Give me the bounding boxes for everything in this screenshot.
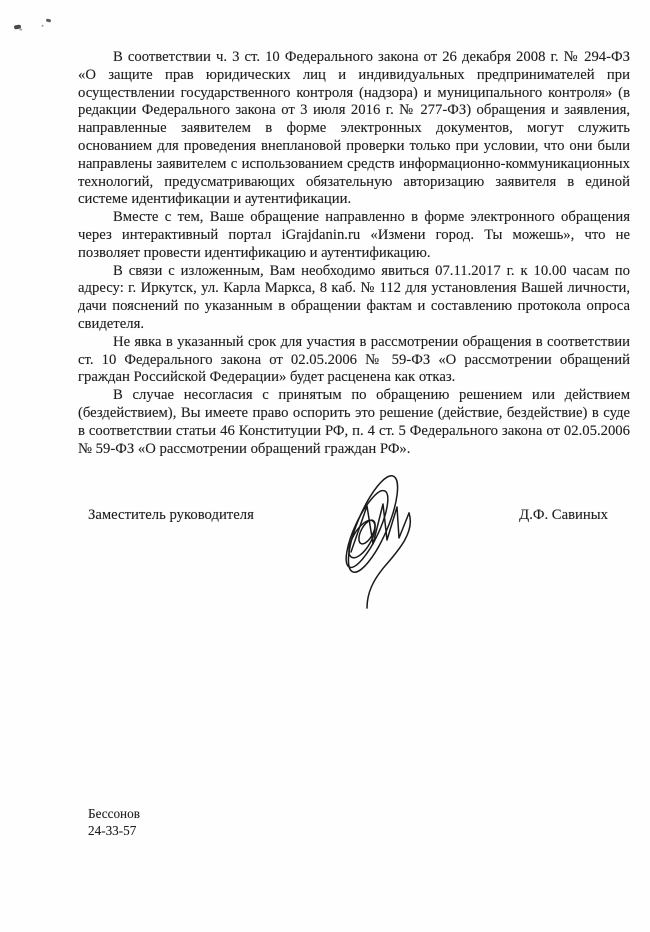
paragraph: Вместе с тем, Ваше обращение направленно в форме электронного обращения через интерактивный портал iGrajdanin.ru «Измени город. Ты можешь», что не позволяет провести идентификацию и аутентификацию. [78, 209, 630, 261]
paragraph: Не явка в указанный срок для участия в рассмотрении обращения в соответствии ст. 10 Федерального закона от 02.05.2006 № 59-ФЗ «О рассмотрении обращений граждан Российской Федерации» будет расценена как отказ. [78, 333, 630, 386]
paragraph: В случае несогласия с принятым по обращению решением или действием (бездействием), Вы имеете право оспорить это решение (действие, бездействие) в суде в соответствии статьи 46 Конституции РФ, п. 4 ст. 5 Федерального закона от 02.05.2006 № 59-ФЗ «О рассмотрении обращений граждан РФ». [78, 387, 630, 457]
executor-name: Бессонов [88, 806, 140, 821]
signatory-name: Д.Ф. Савиных [519, 507, 608, 523]
signatory-position-title: Заместитель руководителя [88, 507, 254, 523]
scan-artifact-icon [14, 25, 21, 30]
paragraph: В связи с изложенным, Вам необходимо явиться 07.11.2017 г. к 10.00 часам по адресу: г. Иркутск, ул. Карла Маркса, 8 каб. № 112 для установления Вашей личности, дачи пояснений по указанным в обращении фактам и составлению протокола опроса свидетеля. [78, 262, 630, 332]
paragraph: В соответствии ч. 3 ст. 10 Федерального закона от 26 декабря 2008 г. № 294-ФЗ «О защите прав юридических лиц и индивидуальных предпринимателей при осуществлении государственного контроля (надзора) и муниципального контроля» (в редакции Федерального закона от 3 июля 2016 г. № 277-ФЗ) обращения и заявления, направленные заявителем в форме электронных документов, могут служить основанием для проведения внеплановой проверки только при условии, что они были направлены заявителем с использованием средств информационно-коммуникационных технологий, предусматривающих обязательную авторизацию заявителя в единой системе идентификации и аутентификации. [78, 49, 630, 208]
handwritten-signature [322, 467, 434, 649]
executor-block [88, 806, 140, 839]
executor-phone: 24-33-57 [88, 822, 137, 838]
letter-body [78, 49, 630, 458]
scan-artifact-icon [46, 18, 52, 22]
